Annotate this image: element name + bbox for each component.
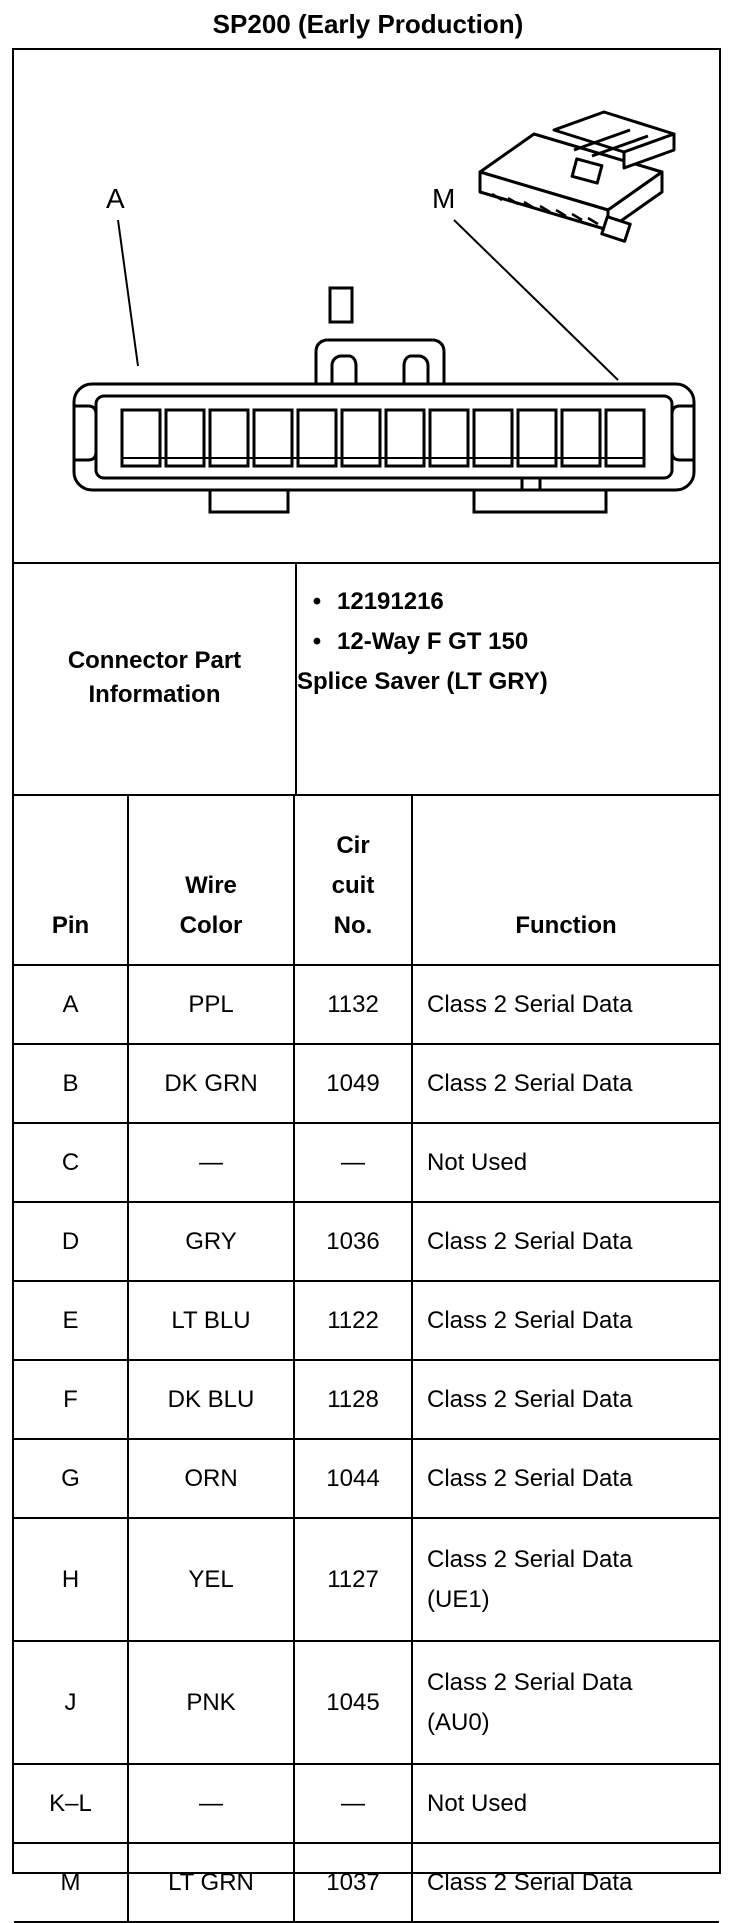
table-row <box>14 1202 719 1281</box>
cell-pin: G <box>14 1439 128 1518</box>
header-function: Function <box>412 795 719 965</box>
cell-wire-color: DK BLU <box>128 1360 294 1439</box>
header-circuit-no: Cir cuit No. <box>294 795 412 965</box>
cell-pin: B <box>14 1044 128 1123</box>
header-pin: Pin <box>14 795 128 965</box>
bullet-icon: • <box>312 628 322 655</box>
cell-wire-color: LT GRN <box>128 1843 294 1922</box>
cell-function: Class 2 Serial Data <box>412 1202 719 1281</box>
connector-body <box>74 288 694 512</box>
cell-wire-color: PPL <box>128 965 294 1044</box>
connector-face-drawing <box>14 50 719 562</box>
cell-function: Class 2 Serial Data <box>412 965 719 1044</box>
cell-pin: D <box>14 1202 128 1281</box>
cell-wire-color: DK GRN <box>128 1044 294 1123</box>
cell-wire-color: — <box>128 1123 294 1202</box>
cell-pin: M <box>14 1843 128 1922</box>
cell-wire-color: ORN <box>128 1439 294 1518</box>
cell-wire-color: LT BLU <box>128 1281 294 1360</box>
cell-pin: E <box>14 1281 128 1360</box>
pin-m-leader <box>454 220 618 380</box>
connector-part-info-label: Connector Part Information <box>67 647 242 708</box>
cell-circuit-no: 1045 <box>294 1641 412 1764</box>
cell-wire-color: — <box>128 1764 294 1843</box>
cell-circuit-no: 1127 <box>294 1518 412 1641</box>
pin-m-label: M <box>432 183 456 214</box>
cell-circuit-no: 1049 <box>294 1044 412 1123</box>
table-row <box>14 1439 719 1518</box>
cell-pin: H <box>14 1518 128 1641</box>
header-wire-color: Wire Color <box>128 795 294 965</box>
cell-circuit-no: 1037 <box>294 1843 412 1922</box>
table-row <box>14 1518 719 1641</box>
connector-part-information <box>14 562 719 796</box>
cell-wire-color: GRY <box>128 1202 294 1281</box>
table-row <box>14 965 719 1044</box>
connector-part-values <box>297 582 707 702</box>
cell-pin: A <box>14 965 128 1044</box>
table-row <box>14 1360 719 1439</box>
table-row <box>14 1641 719 1764</box>
table-row <box>14 1764 719 1843</box>
cell-wire-color: YEL <box>128 1518 294 1641</box>
connector-diagram <box>14 50 719 564</box>
cell-circuit-no: — <box>294 1123 412 1202</box>
bullet-icon: • <box>312 588 322 615</box>
connector-note: Splice Saver (LT GRY) <box>297 668 548 695</box>
cell-circuit-no: 1036 <box>294 1202 412 1281</box>
connector-description: 12-Way F GT 150 <box>337 628 529 655</box>
pin-a-leader <box>118 220 138 366</box>
cell-pin: J <box>14 1641 128 1764</box>
connector-isometric-icon <box>480 112 674 241</box>
cell-pin: K–L <box>14 1764 128 1843</box>
cell-function: Class 2 Serial Data <box>412 1044 719 1123</box>
table-header-row <box>14 795 719 965</box>
cell-circuit-no: — <box>294 1764 412 1843</box>
connector-info-frame <box>12 48 721 1896</box>
cell-function: Class 2 Serial Data <box>412 1360 719 1439</box>
cell-function: Class 2 Serial Data (UE1) <box>412 1518 719 1641</box>
cell-pin: F <box>14 1360 128 1439</box>
cell-circuit-no: 1132 <box>294 965 412 1044</box>
pin-a-label: A <box>106 183 125 214</box>
cell-function: Class 2 Serial Data (AU0) <box>412 1641 719 1764</box>
cell-function: Not Used <box>412 1123 719 1202</box>
part-number: 12191216 <box>337 588 444 615</box>
cell-function: Class 2 Serial Data <box>412 1843 719 1922</box>
cell-wire-color: PNK <box>128 1641 294 1764</box>
cell-circuit-no: 1122 <box>294 1281 412 1360</box>
table-row <box>14 1281 719 1360</box>
cell-circuit-no: 1044 <box>294 1439 412 1518</box>
table-row <box>14 1044 719 1123</box>
cell-function: Class 2 Serial Data <box>412 1281 719 1360</box>
pinout-table <box>14 794 719 1923</box>
cell-function: Class 2 Serial Data <box>412 1439 719 1518</box>
page-title: SP200 (Early Production) <box>212 9 524 39</box>
cell-pin: C <box>14 1123 128 1202</box>
cell-function: Not Used <box>412 1764 719 1843</box>
cell-circuit-no: 1128 <box>294 1360 412 1439</box>
table-row <box>14 1123 719 1202</box>
table-row <box>14 1843 719 1922</box>
